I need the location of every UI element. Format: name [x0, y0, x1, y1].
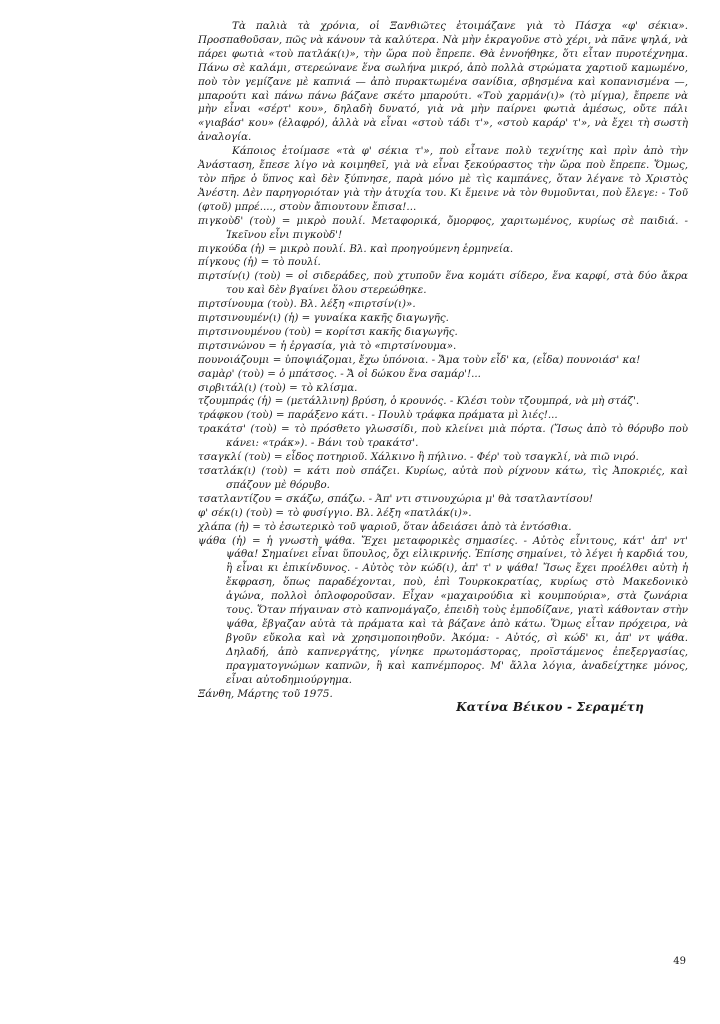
glossary-entry: τράφκου (τοὺ) = παράξενο κάτι. - Πουλὺ τράφκα πράματα μὶ λιές!...	[198, 409, 558, 422]
page-number: 49	[673, 956, 686, 967]
article-text	[198, 20, 688, 715]
glossary-entry: πιρτσινουμένου (τοὺ) = κορίτσι κακῆς διαγωγῆς.	[198, 325, 458, 338]
glossary-entry: πιγκούδα (ἡ) = μικρὸ πουλί. Βλ. καὶ προηγούμενη ἑρμηνεία.	[198, 242, 514, 255]
glossary-entry: τσατλάκ(ι) (τοὺ) = κάτι ποὺ σπάζει. Κυρίως, αὐτὰ ποὺ ρίχνουν κάτω, τὶς Ἀποκριές, καὶ σπάζουν μὲ θόρυβο.	[198, 465, 688, 491]
glossary	[198, 215, 688, 688]
paragraph: Κάποιος ἑτοίμασε «τὰ φ' σέκια τ'», ποὺ εἶτανε πολὺ τεχνίτης καὶ πρὶν ἀπὸ τὴν Ἀνάσταση, ἔπεσε λίγο νὰ κοιμηθεῖ, γιὰ νὰ εἶναι ξεκούραστος τὴν ὥρα ποὺ ἔπρεπε. Ὅμως, τὸν πῆρε ὁ ὕπνος καὶ δὲν ξύπνησε, παρὰ μόνο μὲ τὶς καμπάνες, ὅταν λέγανε τὸ Χριστὸς Ἀνέστη. Δὲν παρηγοριόταν γιὰ τὴν ἀτυχία του. Κι ἔμεινε νὰ τὸν θυμοῦνται, ποὺ ἔλεγε: - Τοῦ (φτοῦ) μπρέ...., στοὺν ἄπιουτουν ἔπισα!...	[198, 145, 688, 213]
glossary-entry: ψάθα (ἡ) = ἡ γνωστὴ ψάθα. Ἔχει μεταφορικὲς σημασίες. - Αὐτὸς εἶνιτους, κάτ' ἀπ' ντ' ψάθα! Σημαίνει εἶναι ὕπουλος, ὄχι εἰλικρινής. Ἐπίσης σημαίνει, τὸ λέγει ἡ καρδιά του, ἢ εἶναι κι ἐπικίνδυνος. - Αὐτὸς τὸν κώδ(ι), ἀπ' τ' ν ψάθα! Ἴσως ἔχει προέλθει αὐτὴ ἡ ἔκφραση, ὅπως παραδέχονται, ποὺ, ἐπὶ Τουρκοκρατίας, κυρίως στὸ Μακεδονικὸ ἀγώνα, πολλοὶ ὁπλοφοροῦσαν. Εἶχαν «μαχαιρούδια κὶ κουμπούρια», στὰ ζωνάρια τους. Ὅταν πήγαιναν στὸ καπνομάγαζο, ἐπειδὴ τοὺς ἐμποδίζανε, γιατὶ κάθονταν στὴν ψάθα, ἔβγαζαν αὐτὰ τὰ πράματα καὶ τὰ βάζανε ἀπὸ κάτω. Ὅμως εἶταν πρόχειρα, νὰ βγοῦν εὔκολα καὶ νὰ χρησιμοποιηθοῦν. Ἀκόμα: - Αὐτός, σὶ κώδ' κι, ἀπ' ντ ψάθα. Δηλαδή, ἀπὸ καπνεργάτης, γίνηκε πρωτομάστορας, προϊστάμενος ἐπεξεργασίας, πραγματογνώμων καπνῶν, ἢ καὶ καπνέμπορος. Μ' ἄλλα λόγια, ἀναδείχτηκε μόνος, εἶναι αὐτοδημιούργημα.	[198, 534, 688, 686]
author-signature: Κατίνα Βέικου - Σεραμέτη	[456, 700, 644, 715]
glossary-entry: σιρβιτάλ(ι) (τοὺ) = τὸ κλίσμα.	[198, 381, 358, 394]
glossary-entry: πιγκοὺδ' (τοὺ) = μικρὸ πουλί. Μεταφορικά, ὄμορφος, χαριτωμένος, κυρίως σὲ παιδιά. - Ἰκεῖνου εἶνι πιγκοὺδ'!	[198, 214, 688, 241]
glossary-entry: φ' σέκ(ι) (τοὺ) = τὸ φυσίγγιο. Βλ. λέξη «πατλάκ(ι)».	[198, 506, 472, 519]
glossary-entry: τσατλαντίζου = σκάζω, σπάζω. - Ἀπ' ντι στινουχώρια μ' θὰ τσατλαντίσου!	[198, 492, 594, 505]
glossary-entry: σαμὰρ' (τοὺ) = ὁ μπάτσος. - Ἄ οἱ δώκου ἕνα σαμάρ'!...	[198, 367, 481, 380]
glossary-entry: τρακάτσ' (τοὺ) = τὸ πρόσθετο γλωσσίδι, ποὺ κλείνει μιὰ πόρτα. (Ἴσως ἀπὸ τὸ θόρυβο ποὺ κάνει: «τράκ»). - Βάνι τοὺ τρακάτσ'.	[198, 423, 688, 450]
paragraph: Τὰ παλιὰ τὰ χρόνια, οἱ Ξανθιῶτες ἑτοιμάζανε γιὰ τὸ Πάσχα «φ' σέκια». Προσπαθοῦσαν, πῶς νὰ κάνουν τὰ καλύτερα. Νὰ μὴν ἐκραγοῦνε στὸ χέρι, νὰ πᾶνε ψηλά, νὰ πάρει φωτιὰ «τοὺ πατλάκ(ι)», τὴν ὥρα ποὺ ἔπρεπε. Θὰ ἐννοήθηκε, ὅτι εἶταν πυροτέχνημα. Πάνω σὲ καλάμι, στερεώνανε ἕνα σωλήνα μικρό, ἀπὸ πολλὰ στρώματα χαρτιοῦ καμωμένο, ποὺ τὸν γεμίζανε μὲ καπνιά — ἀπὸ πυρακτωμένα σανίδια, σβησμένα καὶ κοπανισμένα —, μπαρούτι καὶ πάνω πάνω βάζανε σκέτο μπαρούτι. «Τοὺ χαρμάν(ι)» (τὸ μίγμα), ἔπρεπε νὰ μὴν εἶναι «σέρτ' κου», δηλαδὴ δυνατό, γιὰ νὰ μὴν παίρνει φωτιὰ ἀμέσως, οὔτε πάλι «γιαβάσ' κου» (ἐλαφρό), ἀλλὰ νὰ εἶναι «στοὺ τάδι τ'», «στοὺ καράρ' τ'», νὰ ἔχει τὴ σωστὴ ἀναλογία.	[198, 20, 688, 144]
glossary-entry: χλάπα (ἡ) = τὸ ἐσωτερικὸ τοῦ ψαριοῦ, ὅταν ἀδειάσει ἀπὸ τὰ ἐντόσθια.	[198, 520, 572, 533]
glossary-entry: πιρτσινουμέν(ι) (ἡ) = γυναίκα κακῆς διαγωγῆς.	[198, 312, 449, 325]
glossary-entry: πουνοιάζουμι = ὑποψιάζομαι, ἔχω ὑπόνοια. - Ἄμα τοὺν εἶδ' κα, (εἶδα) πουνοιάσ' κα!	[198, 353, 641, 366]
glossary-entry: πιρτσίνουμα (τοὺ). Βλ. λέξη «πιρτσίν(ι)».	[198, 298, 416, 311]
glossary-entry: τζουμπράς (ἡ) = (μετάλλινη) βρύση, ὁ κρουνός. - Κλέσι τοὺν τζουμπρά, νὰ μὴ στάζ'.	[198, 395, 640, 408]
glossary-entry: πιρτσίν(ι) (τοὺ) = οἱ σιδεράδες, ποὺ χτυποῦν ἕνα κομάτι σίδερο, ἕνα καρφί, στὰ δύο ἄκρα του καὶ δὲν βγαίνει ὅλου στερεώθηκε.	[198, 270, 688, 297]
date-line: Ξάνθη, Μάρτης τοῦ 1975.	[198, 687, 333, 700]
glossary-entry: τσαγκλί (τοὺ) = εἶδος ποτηριοῦ. Χάλκινο ἢ πήλινο. - Φέρ' τοὺ τσαγκλί, νὰ πιῶ νιρό.	[198, 451, 639, 464]
glossary-entry: πιρτσινώνου = ἡ ἐργασία, γιὰ τὸ «πιρτσίνουμα».	[198, 339, 457, 352]
glossary-entry: πίγκους (ἡ) = τὸ πουλί.	[198, 256, 321, 269]
